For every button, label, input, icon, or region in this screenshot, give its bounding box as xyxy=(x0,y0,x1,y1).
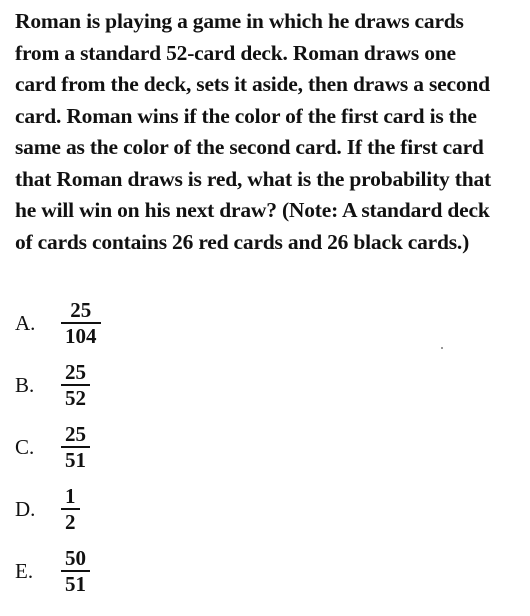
fraction xyxy=(61,361,90,409)
stray-dot xyxy=(441,347,443,349)
question-line: from a standard 52-card deck. Roman draws one xyxy=(15,40,456,65)
fraction-denominator: 2 xyxy=(65,510,76,534)
question-line: same as the color of the second card. If the first card xyxy=(15,135,484,159)
choice-label: E. xyxy=(15,558,34,583)
answer-choice-b[interactable] xyxy=(15,354,315,416)
fraction-denominator: 51 xyxy=(65,572,86,596)
choice-label: D. xyxy=(15,496,36,521)
question-line: that Roman draws is red, what is the probability that xyxy=(15,166,491,191)
fraction xyxy=(61,547,90,595)
question-line: card from the deck, sets it aside, then draws a second xyxy=(15,72,490,96)
fraction-denominator: 52 xyxy=(65,386,86,410)
fraction-denominator: 104 xyxy=(65,324,97,348)
answer-choice-c[interactable] xyxy=(15,416,315,478)
fraction xyxy=(61,423,90,471)
choice-label: C. xyxy=(15,434,35,459)
answer-choice-d[interactable] xyxy=(15,478,315,540)
answer-choice-a[interactable] xyxy=(15,292,315,354)
question-text xyxy=(15,6,520,258)
choice-label: B. xyxy=(15,372,35,397)
fraction xyxy=(61,485,80,533)
answer-choice-e[interactable] xyxy=(15,540,315,602)
answer-choices xyxy=(15,292,315,602)
fraction-numerator: 25 xyxy=(65,360,86,384)
question-line: of cards contains 26 red cards and 26 black cards.) xyxy=(15,229,470,254)
fraction xyxy=(61,299,101,347)
fraction-denominator: 51 xyxy=(65,448,86,472)
fraction-numerator: 50 xyxy=(65,546,86,570)
choice-label: A. xyxy=(15,310,36,335)
fraction-numerator: 25 xyxy=(70,298,92,322)
fraction-numerator: 1 xyxy=(65,484,76,508)
question-line: card. Roman wins if the color of the first card is the xyxy=(15,103,477,128)
question-line: Roman is playing a game in which he draws cards xyxy=(15,9,464,33)
fraction-numerator: 25 xyxy=(65,422,86,446)
question-line: he will win on his next draw? (Note: A standard deck xyxy=(15,198,490,222)
